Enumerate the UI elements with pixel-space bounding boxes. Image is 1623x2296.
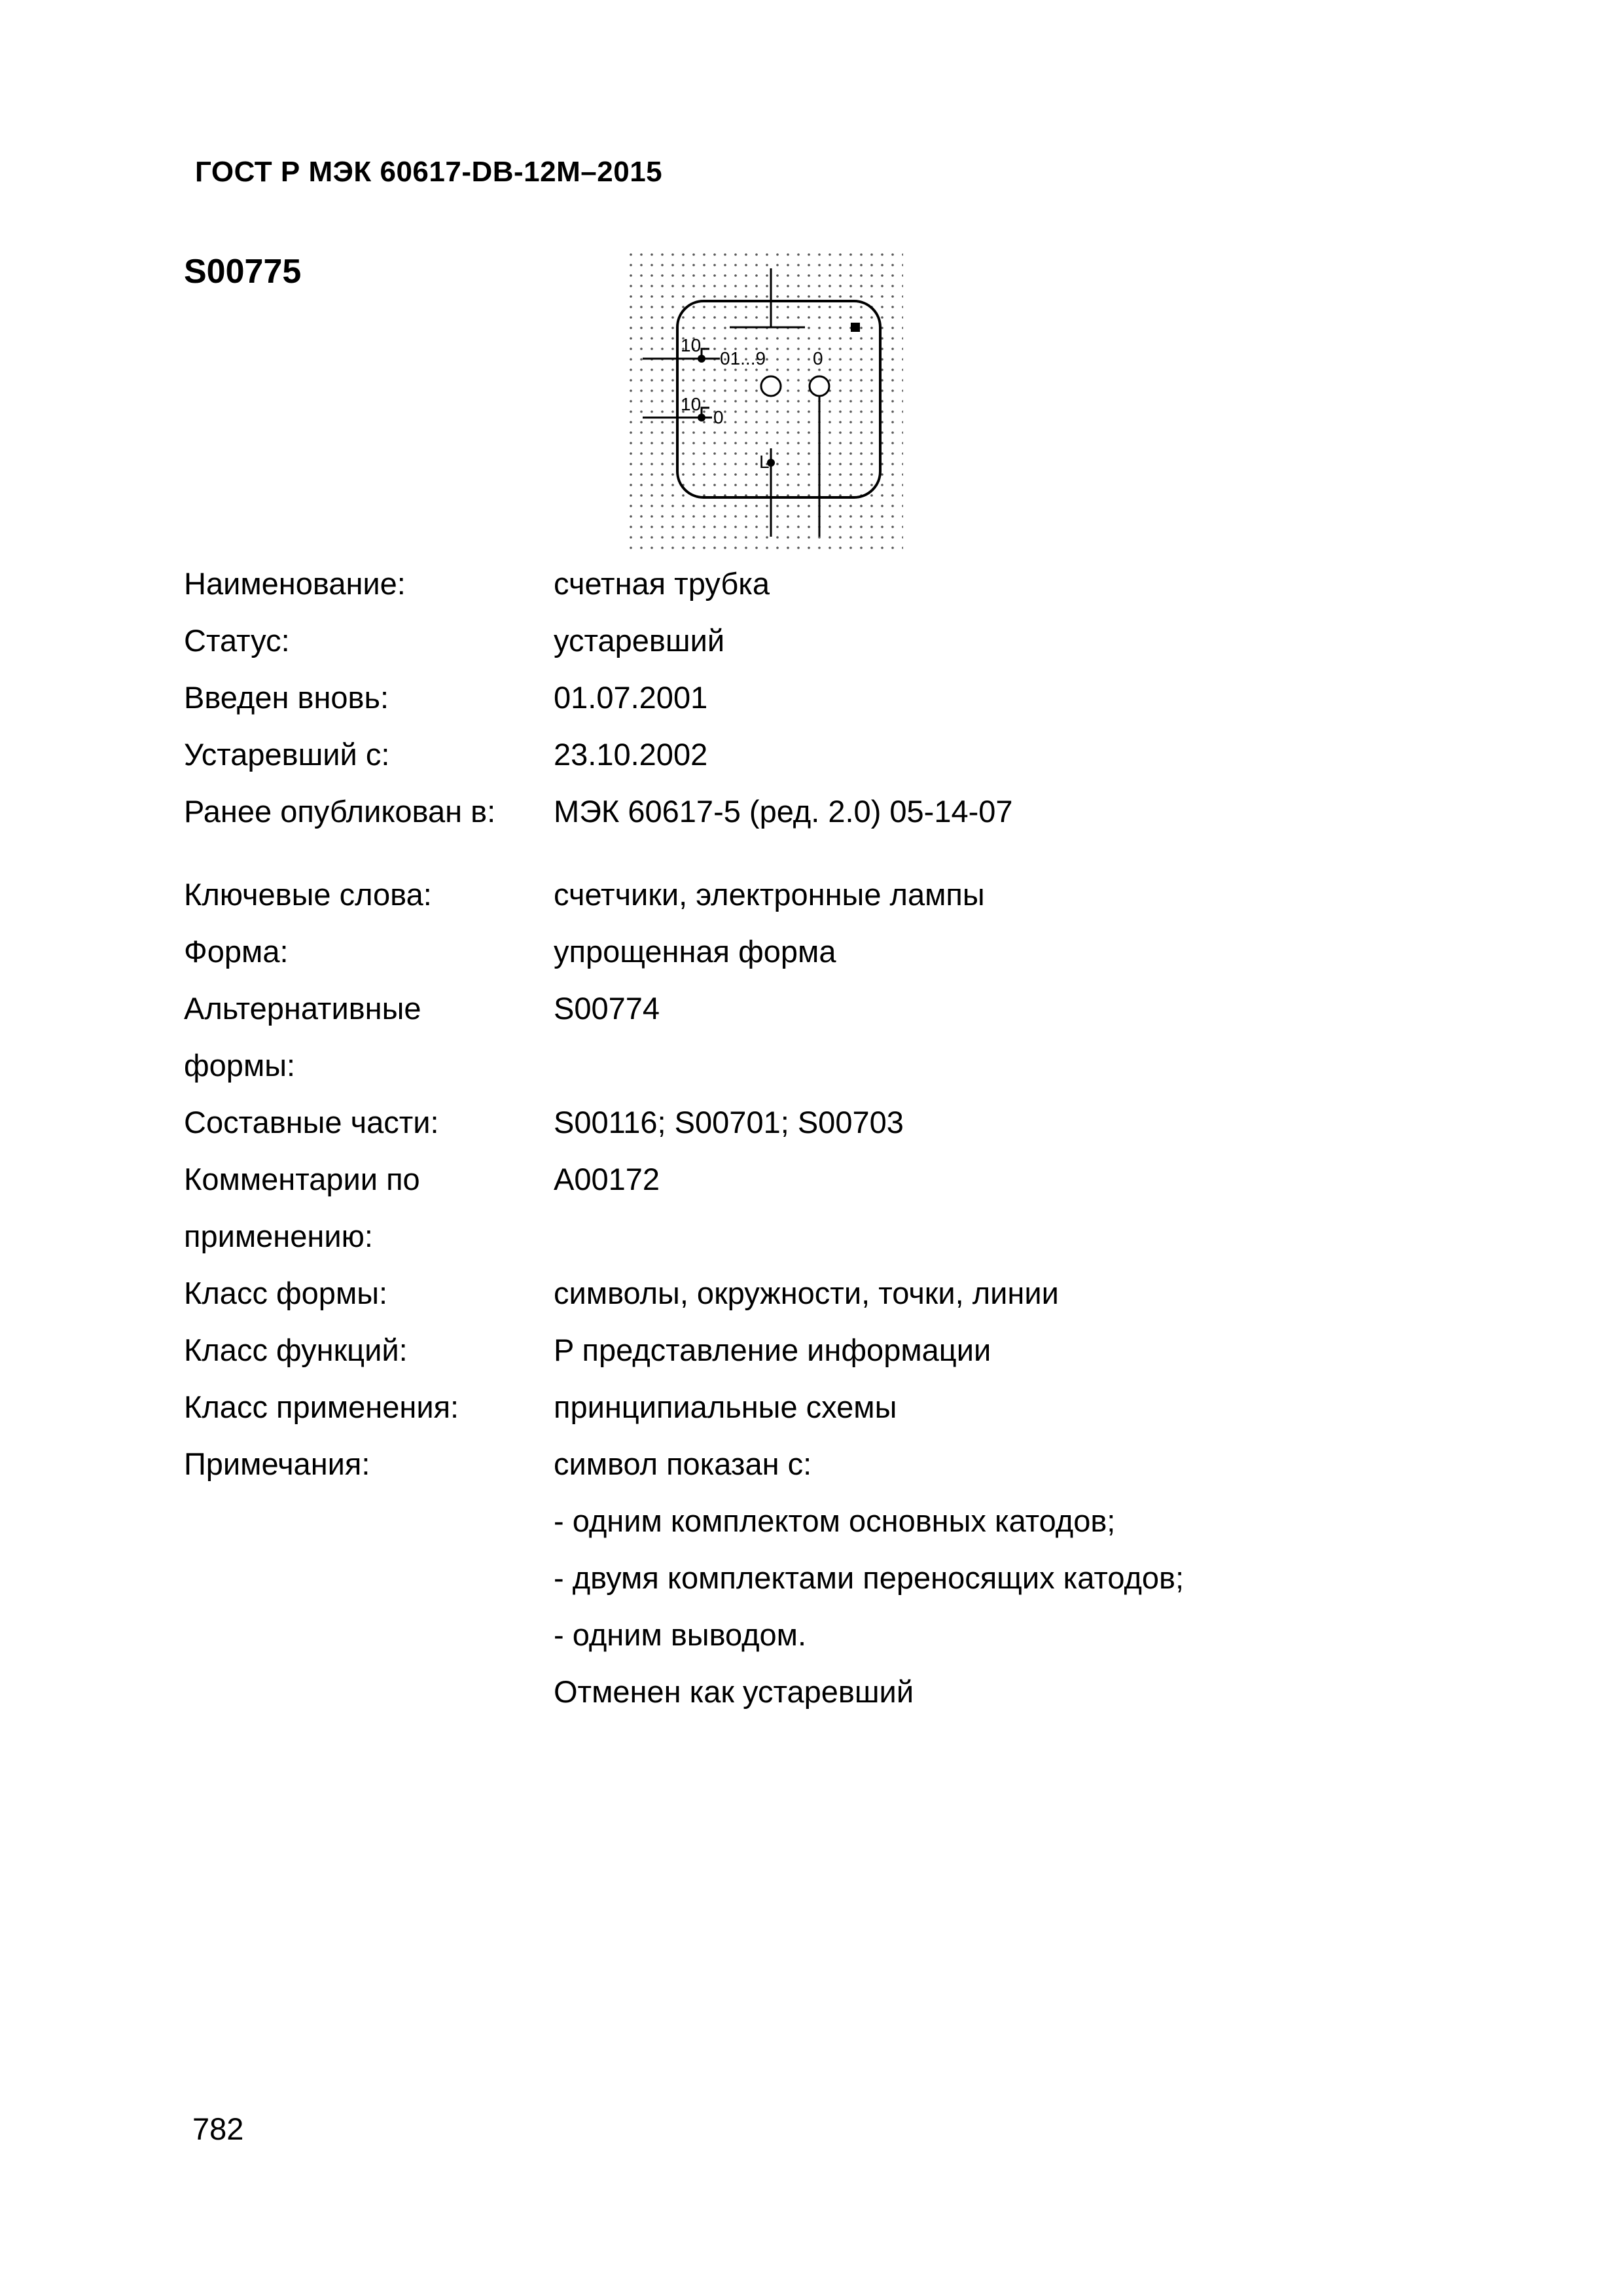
field-row-obsolete-since [184,726,1296,783]
field-row-introduced [184,669,1296,726]
field-label-components: Составные части: [184,1105,439,1139]
field-label-name: Наименование: [184,566,406,601]
field-row-keywords [184,866,1296,923]
page-number: 782 [192,2111,244,2146]
field-value-status: устаревший [554,623,725,658]
field-row-form-class [184,1265,1296,1321]
field-value-keywords: счетчики, электронные лампы [554,877,985,912]
field-value-obsolete-since: 23.10.2002 [554,737,708,772]
field-row-form [184,923,1296,980]
notes-line-4: - одним выводом. [554,1617,807,1652]
counting-tube-symbol [628,252,903,553]
field-label-alternative-forms-line1: Альтернативные [184,991,421,1026]
field-row-previously-published [184,783,1296,840]
field-row-components [184,1094,1296,1151]
field-label-previously-published: Ранее опубликован в: [184,794,496,829]
figure-label-bottom-left: 10 [681,394,702,414]
field-label-function-class: Класс функций: [184,1333,408,1367]
field-label-form-class: Класс формы: [184,1276,388,1310]
field-label-notes: Примечания: [184,1446,370,1481]
figure-label-top-right: 0 [813,348,823,368]
field-label-introduced: Введен вновь: [184,680,389,715]
field-value-introduced: 01.07.2001 [554,680,708,715]
field-label-application-class: Класс применения: [184,1390,459,1424]
page-header: ГОСТ Р МЭК 60617-DB-12M–2015 [195,156,663,188]
field-row-status [184,612,1296,669]
symbol-figure [628,252,903,553]
symbol-code: S00775 [184,253,302,291]
field-value-form: упрощенная форма [554,934,836,969]
field-value-alternative-forms: S00774 [554,991,660,1026]
field-row-name [184,555,1296,612]
field-label-obsolete-since: Устаревший с: [184,737,390,772]
notes-line-2: - одним комплектом основных катодов; [554,1503,1116,1538]
field-value-name: счетная трубка [554,566,770,601]
cathode-circle-right [810,376,829,396]
field-label-application-comments-line2: применению: [184,1219,373,1253]
notes-line-5: Отменен как устаревший [554,1674,914,1709]
field-row-application-comments [184,1151,1296,1265]
field-value-previously-published: МЭК 60617-5 (ред. 2.0) 05-14-07 [554,794,1013,829]
field-label-keywords: Ключевые слова: [184,877,432,912]
cathode-circle-left [761,376,781,396]
field-value-components: S00116; S00701; S00703 [554,1105,904,1139]
field-value-function-class: P представление информации [554,1333,991,1367]
notes-line-3: - двумя комплектами переносящих катодов; [554,1560,1185,1595]
dot-grid-background [628,252,903,553]
figure-label-top-left: 10 [681,335,702,355]
field-row-application-class [184,1378,1296,1435]
figure-label-bottom-center: L [759,452,770,472]
figure-label-top-inner: 01...9 [720,348,766,368]
field-table [184,555,1296,1720]
corner-dot [851,323,860,332]
field-label-alternative-forms-line2: формы: [184,1048,296,1083]
field-row-notes [184,1435,1296,1720]
figure-label-bottom-inner: 0 [713,407,724,427]
field-label-status: Статус: [184,623,290,658]
field-label-application-comments [184,1151,554,1265]
field-row-alternative-forms [184,980,1296,1094]
field-label-alternative-forms [184,980,554,1094]
field-label-form: Форма: [184,934,289,969]
field-value-form-class: символы, окружности, точки, линии [554,1276,1059,1310]
field-row-function-class [184,1321,1296,1378]
field-value-application-class: принципиальные схемы [554,1390,897,1424]
field-value-application-comments: A00172 [554,1162,660,1196]
notes-line-1: символ показан с: [554,1446,812,1481]
field-label-application-comments-line1: Комментарии по [184,1162,420,1196]
